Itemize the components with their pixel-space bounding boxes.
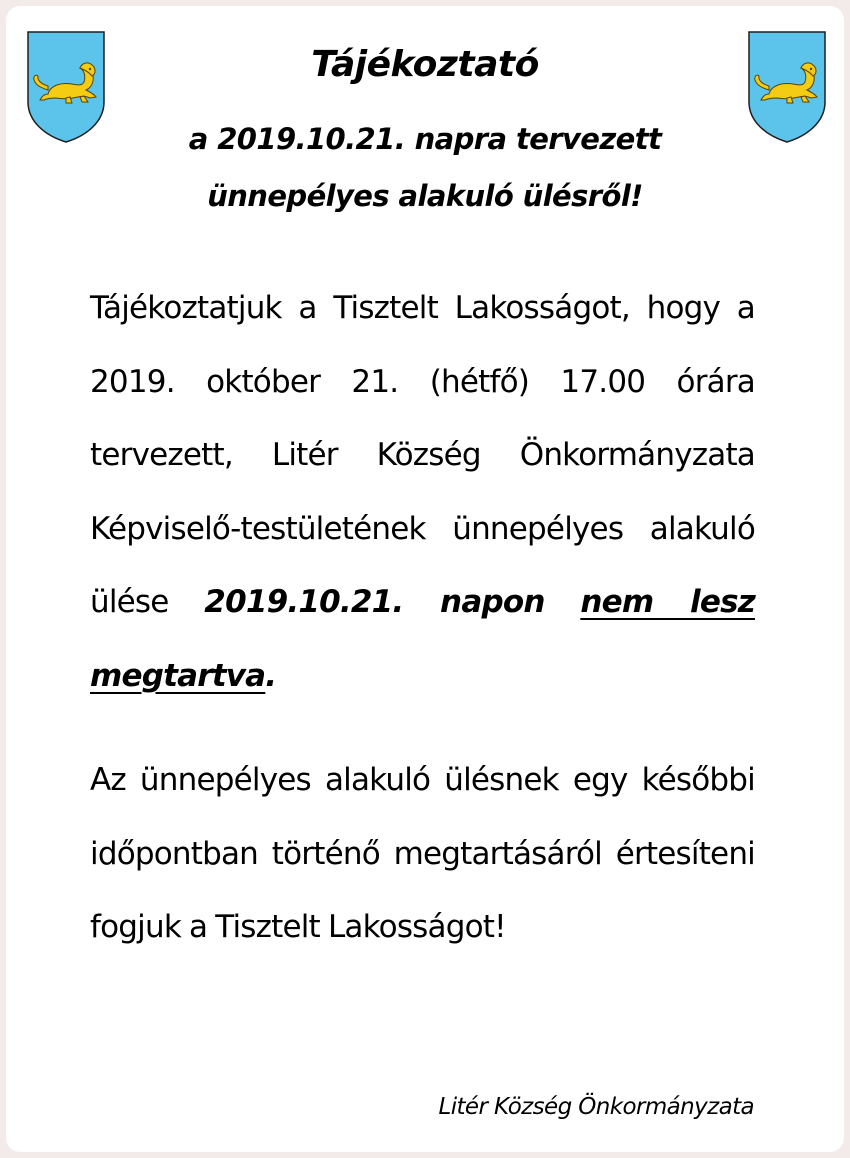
paragraph-1-end: .	[265, 657, 277, 694]
body-paragraph-2: Az ünnepélyes alakuló ülésnek egy későbbi időpontban történő megtartásáról értesíteni fogjuk a Tisztelt Lakosságot!	[90, 762, 755, 945]
not-held-emphasis: nem lesz megtartva	[90, 584, 755, 694]
body-paragraph-1	[90, 272, 755, 713]
paragraph-1-text: Tájékoztatjuk a Tisztelt Lakosságot, hogy a 2019. október 21. (hétfő) 17.00 órára tervezett, Litér Község Önkormányzata Képviselő-testületének ünnepélyes alakuló ülése	[90, 290, 755, 620]
signature: Litér Község Önkormányzata	[438, 1094, 754, 1120]
date-emphasis: 2019.10.21. napon	[204, 584, 545, 620]
page-title: Tájékoztató	[311, 44, 539, 85]
subtitle-line-1: a 2019.10.21. napra tervezett	[188, 122, 662, 156]
subtitle-line-2: ünnepélyes alakuló ülésről!	[207, 179, 643, 213]
notice-document	[6, 6, 844, 1152]
